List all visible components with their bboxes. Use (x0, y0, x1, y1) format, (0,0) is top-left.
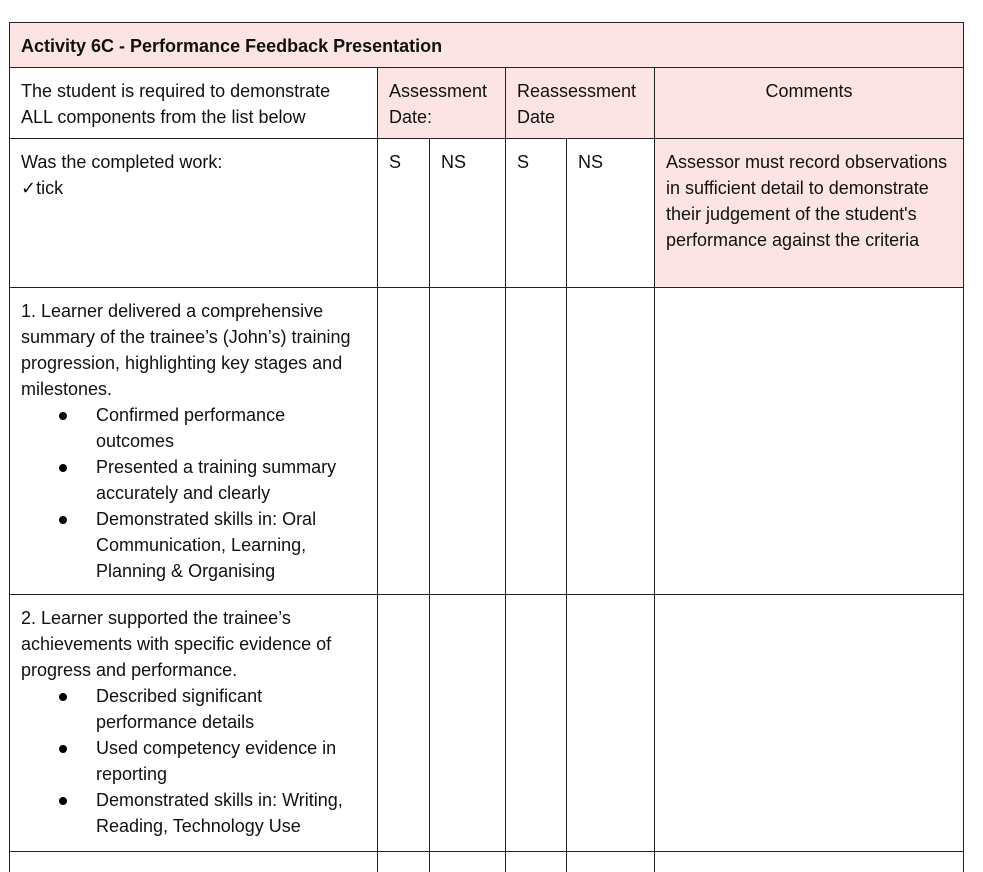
instruction-line-2: ALL components from the list below (21, 107, 306, 127)
reassessment-ns-checkbox-cell[interactable] (567, 852, 655, 872)
criterion-text: 2. Learner supported the trainee’s achievements with specific evidence of progress and performance. (21, 608, 332, 680)
criterion-bullet: Used competency evidence in reporting (96, 735, 366, 787)
title-row (10, 23, 964, 68)
reassessment-date-header: Reassessment Date (506, 68, 655, 139)
activity-title: Activity 6C - Performance Feedback Presentation (10, 23, 964, 68)
assessment-ns-checkbox-cell[interactable] (430, 852, 506, 872)
reassessment-s-checkbox-cell[interactable] (506, 595, 567, 852)
reassessment-ns-checkbox-cell[interactable] (567, 288, 655, 595)
tick-question-cell (10, 139, 378, 288)
criterion-bullet-list (21, 683, 366, 839)
reassessment-ns-checkbox-cell[interactable] (567, 595, 655, 852)
criterion-bullet: Confirmed performance outcomes (96, 402, 366, 454)
header-row (10, 68, 964, 139)
instruction-cell (10, 68, 378, 139)
assessment-s-checkbox-cell[interactable] (378, 852, 430, 872)
criterion-bullet: Demonstrated skills in: Oral Communication, Learning, Planning & Organising (96, 506, 366, 584)
assessment-s-label: S (378, 139, 430, 288)
reassessment-s-checkbox-cell[interactable] (506, 852, 567, 872)
criterion-cell (10, 595, 378, 852)
criterion-bullet-list (21, 402, 366, 584)
comments-cell[interactable] (655, 595, 964, 852)
assessment-s-checkbox-cell[interactable] (378, 595, 430, 852)
criterion-bullet: Demonstrated skills in: Writing, Reading, Technology Use (96, 787, 366, 839)
criterion-row (10, 288, 964, 595)
criterion-cell (10, 288, 378, 595)
comments-cell[interactable] (655, 288, 964, 595)
assessment-table (9, 22, 964, 872)
criterion-text: 1. Learner delivered a comprehensive summary of the trainee’s (John’s) training progression, highlighting key stages and milestones. (21, 301, 351, 399)
reassessment-s-checkbox-cell[interactable] (506, 288, 567, 595)
assessment-date-header: Assessment Date: (378, 68, 506, 139)
next-criterion-cell (10, 852, 378, 872)
assessment-ns-label: NS (430, 139, 506, 288)
tick-label: ✓tick (21, 178, 64, 198)
comments-header: Comments (655, 68, 964, 139)
reassessment-s-label: S (506, 139, 567, 288)
criterion-row (10, 595, 964, 852)
tick-row (10, 139, 964, 288)
comments-cell[interactable] (655, 852, 964, 872)
next-row-partial (10, 852, 964, 872)
reassessment-ns-label: NS (567, 139, 655, 288)
criterion-bullet: Described significant performance details (96, 683, 366, 735)
assessor-note: Assessor must record observations in sufficient detail to demonstrate their judgement of the student's performance against the criteria (655, 139, 964, 288)
assessment-ns-checkbox-cell[interactable] (430, 595, 506, 852)
instruction-line-1: The student is required to demonstrate (21, 81, 331, 101)
completed-work-question: Was the completed work: (21, 152, 223, 172)
criterion-bullet: Presented a training summary accurately and clearly (96, 454, 366, 506)
assessment-ns-checkbox-cell[interactable] (430, 288, 506, 595)
assessment-s-checkbox-cell[interactable] (378, 288, 430, 595)
